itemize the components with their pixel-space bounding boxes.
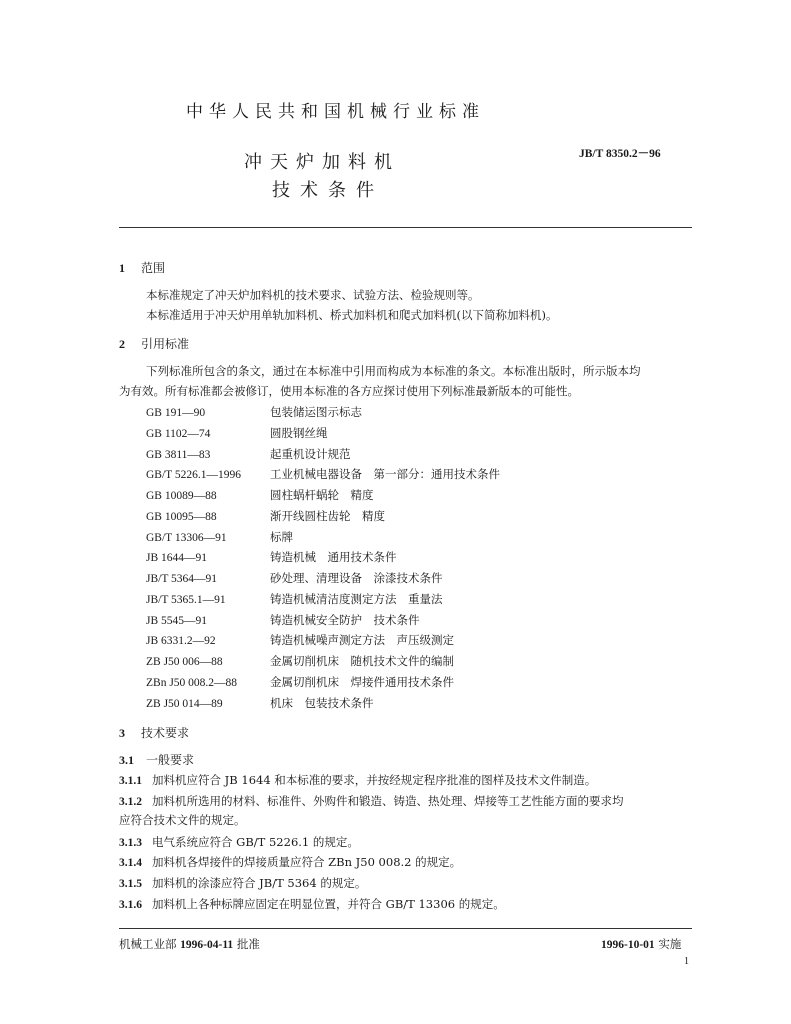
clause-number: 3.1.5 bbox=[119, 878, 142, 890]
clause bbox=[119, 772, 596, 788]
reference-code: JB/T 5364—91 bbox=[146, 573, 218, 585]
clause-text: 应符合技术文件的规定。 bbox=[119, 813, 246, 827]
clause bbox=[119, 854, 461, 870]
section-1-number: 1 bbox=[119, 261, 125, 275]
reference-name: 起重机设计规范 bbox=[270, 447, 351, 461]
reference-name: 渐开线圆柱齿轮 精度 bbox=[270, 509, 385, 523]
approval-info bbox=[119, 936, 260, 952]
reference-row bbox=[146, 446, 351, 462]
reference-row bbox=[146, 591, 443, 607]
reference-code: GB/T 13306—91 bbox=[146, 532, 227, 544]
section-3-heading bbox=[119, 724, 189, 741]
reference-row bbox=[146, 466, 500, 482]
effective-label: 实施 bbox=[658, 937, 682, 951]
reference-row bbox=[146, 425, 328, 441]
reference-name: 标牌 bbox=[270, 530, 293, 544]
clause-text: 加料机上各种标牌应固定在明显位置，并符合 GB/T 13306 的规定。 bbox=[152, 897, 505, 911]
reference-name: 铸造机械清洁度测定方法 重量法 bbox=[270, 592, 443, 606]
reference-code: ZB J50 014—89 bbox=[146, 698, 223, 710]
clause-number: 3.1.6 bbox=[119, 899, 142, 911]
header-divider bbox=[119, 227, 692, 228]
section-2-heading bbox=[119, 335, 189, 352]
clause-text: 电气系统应符合 GB/T 5226.1 的规定。 bbox=[152, 835, 359, 849]
reference-code: JB 6331.2—92 bbox=[146, 635, 216, 647]
issuer: 机械工业部 bbox=[119, 937, 177, 951]
subsection-3-1-title: 一般要求 bbox=[146, 753, 195, 767]
reference-name: 金属切削机床 随机技术文件的编制 bbox=[270, 654, 454, 668]
reference-code: GB 10095—88 bbox=[146, 511, 217, 523]
clause bbox=[119, 896, 505, 912]
reference-name: 机床 包装技术条件 bbox=[270, 696, 374, 710]
reference-name: 铸造机械安全防护 技术条件 bbox=[270, 613, 420, 627]
reference-code: GB 191—90 bbox=[146, 407, 206, 419]
reference-name: 铸造机械噪声测定方法 声压级测定 bbox=[270, 633, 454, 647]
reference-row bbox=[146, 674, 454, 690]
reference-code: GB 10089—88 bbox=[146, 490, 217, 502]
clause-number: 3.1.3 bbox=[119, 837, 142, 849]
section-3-title: 技术要求 bbox=[141, 726, 190, 740]
section-3-number: 3 bbox=[119, 726, 125, 740]
reference-row bbox=[146, 653, 454, 669]
reference-code: ZB J50 006—88 bbox=[146, 656, 223, 668]
reference-code: GB/T 5226.1—1996 bbox=[146, 469, 241, 481]
clause-number: 3.1.1 bbox=[119, 775, 142, 787]
clause-number: 3.1.4 bbox=[119, 857, 142, 869]
standard-code: JB/T 8350.2－96 bbox=[579, 148, 661, 160]
document-title-line1: 冲天炉加料机 bbox=[244, 152, 400, 173]
section-1-heading bbox=[119, 259, 165, 276]
reference-code: GB 3811—83 bbox=[146, 449, 211, 461]
section-1-paragraph-1: 本标准规定了冲天炉加料机的技术要求、试验方法、检验规则等。 bbox=[146, 288, 480, 302]
effective-info bbox=[601, 936, 681, 952]
reference-name: 圆股钢丝绳 bbox=[270, 426, 328, 440]
section-2-title: 引用标准 bbox=[141, 337, 190, 351]
reference-name: 工业机械电器设备 第一部分：通用技术条件 bbox=[270, 467, 500, 481]
effective-date: 1996-10-01 bbox=[601, 939, 655, 951]
reference-row bbox=[146, 695, 374, 711]
reference-code: JB/T 5365.1—91 bbox=[146, 594, 226, 606]
section-2-number: 2 bbox=[119, 337, 125, 351]
reference-code: GB 1102—74 bbox=[146, 428, 211, 440]
reference-row bbox=[146, 549, 397, 565]
reference-code: JB 5545—91 bbox=[146, 615, 208, 627]
footer-divider bbox=[119, 928, 692, 929]
section-2-intro-line-1: 下列标准所包含的条文，通过在本标准中引用而构成为本标准的条文。本标准出版时，所示版本均 bbox=[146, 364, 641, 378]
reference-code: ZBn J50 008.2—88 bbox=[146, 677, 238, 689]
subsection-3-1-heading bbox=[119, 751, 194, 768]
reference-name: 圆柱蜗杆蜗轮 精度 bbox=[270, 488, 374, 502]
reference-row bbox=[146, 612, 420, 628]
reference-code: JB 1644—91 bbox=[146, 552, 208, 564]
clause-number: 3.1.2 bbox=[119, 796, 142, 808]
section-1-paragraph-2: 本标准适用于冲天炉用单轨加料机、桥式加料机和爬式加料机(以下简称加料机)。 bbox=[146, 308, 558, 322]
standard-category: 中华人民共和国机械行业标准 bbox=[186, 102, 485, 122]
reference-name: 砂处理、清理设备 涂漆技术条件 bbox=[270, 571, 443, 585]
reference-row bbox=[146, 570, 443, 586]
clause-continuation bbox=[119, 812, 246, 828]
clause-text: 加料机应符合 JB 1644 和本标准的要求，并按经规定程序批准的图样及技术文件制造。 bbox=[152, 773, 597, 787]
page-number: 1 bbox=[684, 956, 689, 967]
clause-text: 加料机的涂漆应符合 JB/T 5364 的规定。 bbox=[152, 876, 367, 890]
reference-row bbox=[146, 632, 454, 648]
clause-text: 加料机所选用的材料、标准件、外购件和锻造、铸造、热处理、焊接等工艺性能方面的要求均 bbox=[152, 794, 624, 808]
reference-row bbox=[146, 508, 385, 524]
subsection-3-1-number: 3.1 bbox=[119, 753, 134, 767]
approve-date: 1996-04-11 bbox=[180, 939, 234, 951]
approve-label: 批准 bbox=[236, 937, 260, 951]
reference-row bbox=[146, 404, 362, 420]
reference-name: 金属切削机床 焊接件通用技术条件 bbox=[270, 675, 454, 689]
reference-row bbox=[146, 487, 374, 503]
reference-name: 铸造机械 通用技术条件 bbox=[270, 550, 397, 564]
clause bbox=[119, 875, 366, 891]
clause bbox=[119, 834, 359, 850]
reference-name: 包装储运图示标志 bbox=[270, 405, 362, 419]
clause-text: 加料机各焊接件的焊接质量应符合 ZBn J50 008.2 的规定。 bbox=[152, 855, 462, 869]
section-2-intro-line-2: 为有效。所有标准都会被修订，使用本标准的各方应探讨使用下列标准最新版本的可能性。 bbox=[119, 384, 579, 398]
document-title-line2: 技术条件 bbox=[272, 180, 384, 201]
clause bbox=[119, 793, 624, 809]
section-1-title: 范围 bbox=[141, 261, 166, 275]
reference-row bbox=[146, 529, 293, 545]
